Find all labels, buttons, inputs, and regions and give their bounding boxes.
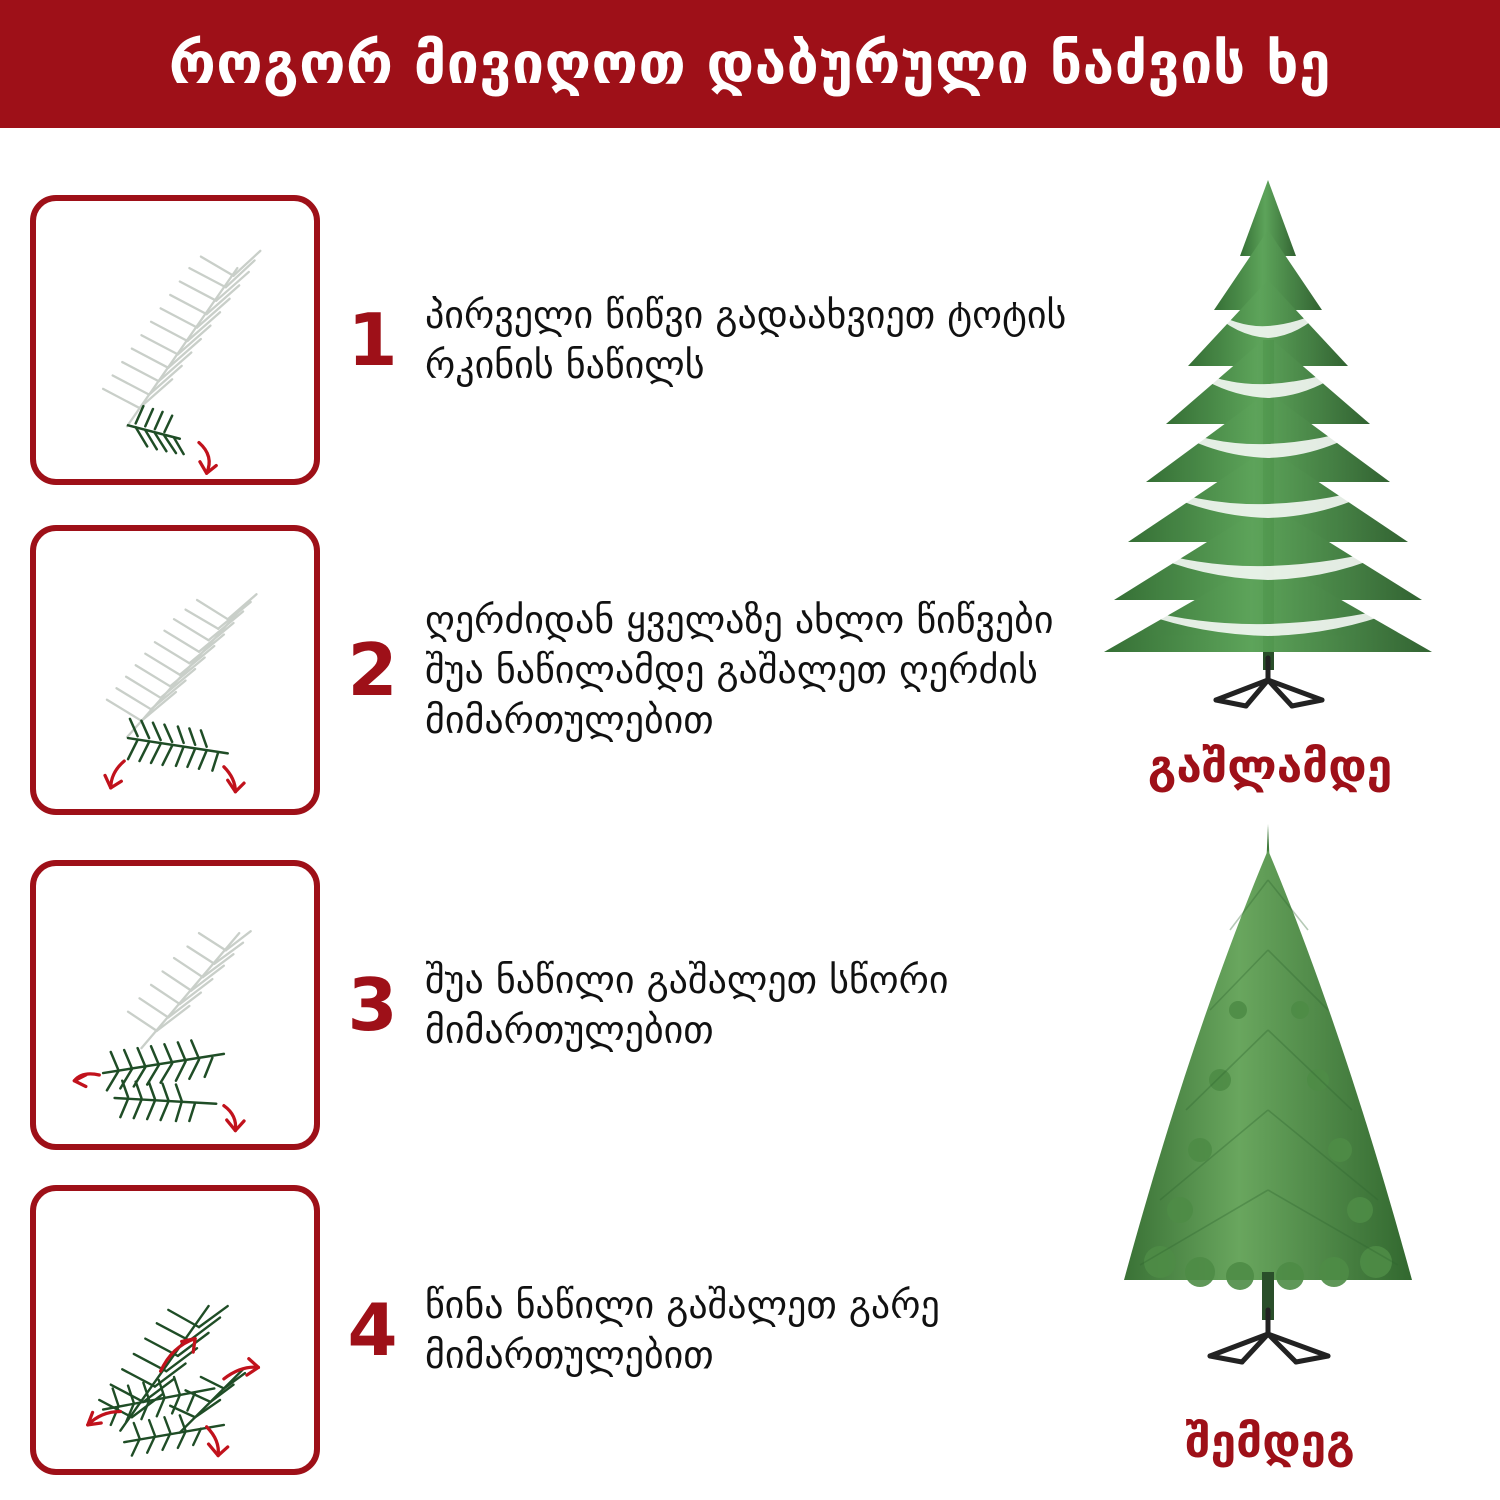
christmas-tree-after-block: [1060, 810, 1480, 1468]
branch-step-1-icon: [30, 195, 320, 485]
step-number: 3: [347, 963, 398, 1047]
branch-step-4-icon: [30, 1185, 320, 1475]
step-row: [0, 850, 1120, 1160]
step-row: [0, 515, 1120, 825]
step-row: [0, 185, 1120, 495]
tree-caption-before: გაშლამდე: [1147, 739, 1393, 793]
step-text: პირველი წიწვი გადაახვიეთ ტოტის რკინის ნაწილს: [425, 292, 1067, 387]
christmas-tree-before-block: [1060, 160, 1480, 793]
tree-caption-after: შემდეგ: [1185, 1414, 1355, 1468]
christmas-tree-before-photo: [1060, 160, 1480, 735]
page-title: როგორ მივიღოთ დაბურული ნაძვის ხე: [168, 31, 1332, 97]
branch-step-2-icon: [30, 525, 320, 815]
step-number: 2: [347, 628, 398, 712]
header-banner: [0, 0, 1500, 128]
branch-step-3-icon: [30, 860, 320, 1150]
steps-list: [0, 150, 1120, 1480]
step-row: [0, 1175, 1120, 1485]
step-number: 1: [347, 298, 398, 382]
step-text: ღერძიდან ყველაზე ახლო წიწვები შუა ნაწილამდე გაშალეთ ღერძის მიმართულებით: [425, 597, 1054, 743]
step-text: წინა ნაწილი გაშალეთ გარე მიმართულებით: [425, 1282, 940, 1377]
christmas-tree-after-photo: [1060, 810, 1480, 1410]
step-text: შუა ნაწილი გაშალეთ სწორი მიმართულებით: [425, 957, 949, 1052]
step-number: 4: [347, 1288, 398, 1372]
